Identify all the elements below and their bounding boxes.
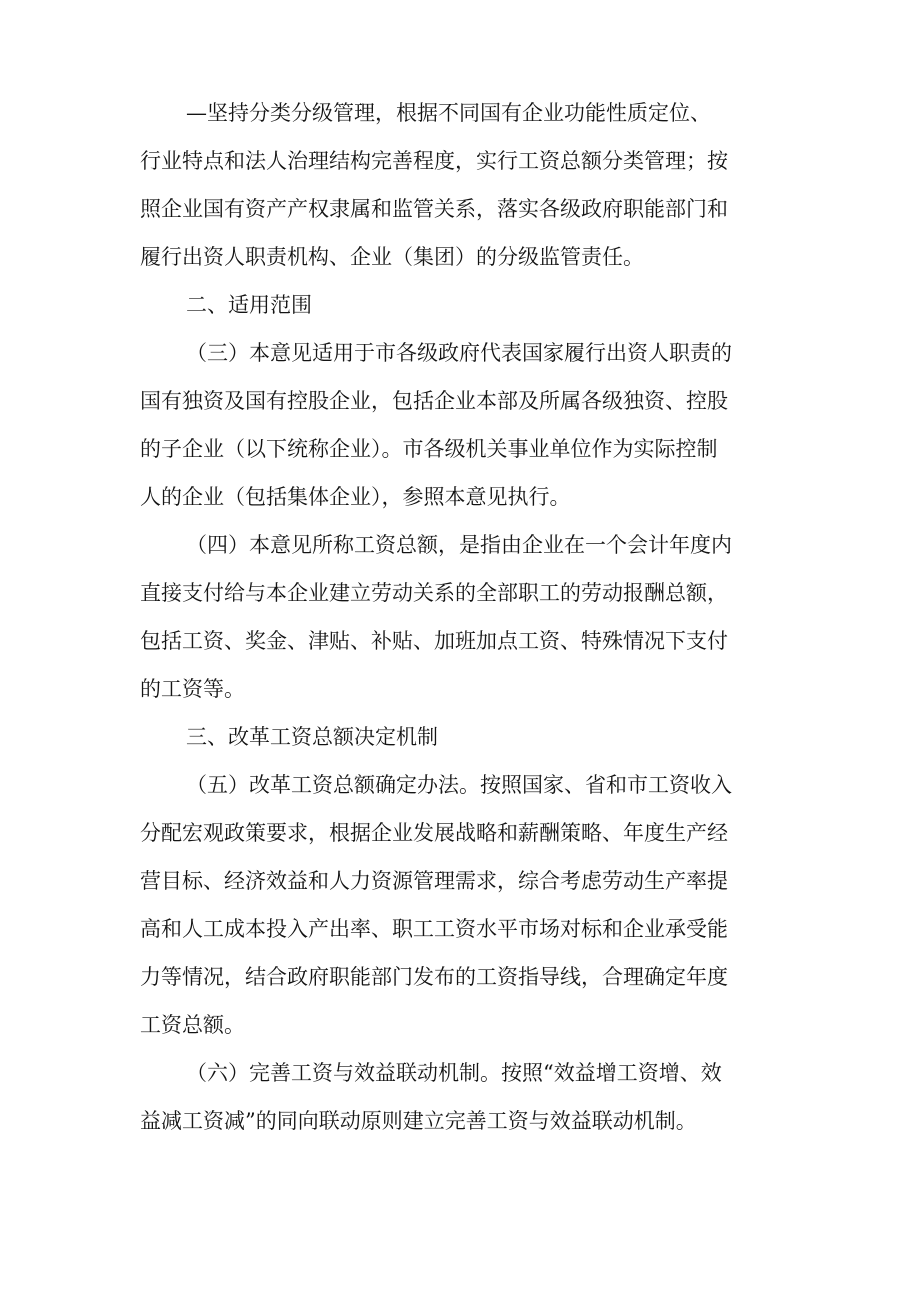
- paragraph-line: 高和人工成本投入产出率、职工工资水平市场对标和企业承受能: [140, 917, 728, 941]
- section-heading: 三、改革工资总额决定机制: [186, 725, 438, 749]
- paragraph-line: （五）改革工资总额确定办法。按照国家、省和市工资收入: [186, 773, 732, 797]
- paragraph-line: 履行出资人职责机构、企业（集团）的分级监管责任。: [140, 245, 644, 269]
- section-heading: 二、适用范围: [186, 293, 312, 317]
- paragraph-line: 包括工资、奖金、津贴、补贴、加班加点工资、特殊情况下支付: [140, 629, 728, 653]
- paragraph-line: （四）本意见所称工资总额，是指由企业在一个会计年度内: [186, 533, 732, 557]
- paragraph-line: 直接支付给与本企业建立劳动关系的全部职工的劳动报酬总额，: [140, 581, 728, 605]
- paragraph-line: 照企业国有资产产权隶属和监管关系，落实各级政府职能部门和: [140, 197, 728, 221]
- paragraph-line: （三）本意见适用于市各级政府代表国家履行出资人职责的: [186, 341, 732, 365]
- paragraph-line: 营目标、经济效益和人力资源管理需求，综合考虑劳动生产率提: [140, 869, 728, 893]
- paragraph-line: 力等情况，结合政府职能部门发布的工资指导线，合理确定年度: [140, 965, 728, 989]
- paragraph-line: 国有独资及国有控股企业，包括企业本部及所属各级独资、控股: [140, 389, 728, 413]
- paragraph-line: 分配宏观政策要求，根据企业发展战略和薪酬策略、年度生产经: [140, 821, 728, 845]
- paragraph-line: —坚持分类分级管理，根据不同国有企业功能性质定位、: [186, 101, 711, 125]
- paragraph-line: 工资总额。: [140, 1013, 245, 1037]
- paragraph-line: 益减工资减”的同向联动原则建立完善工资与效益联动机制。: [140, 1109, 697, 1133]
- paragraph-line: 行业特点和法人治理结构完善程度，实行工资总额分类管理；按: [140, 149, 728, 173]
- paragraph-line: （六）完善工资与效益联动机制。按照“效益增工资增、效: [186, 1061, 722, 1085]
- paragraph-line: 的工资等。: [140, 677, 245, 701]
- paragraph-line: 的子企业（以下统称企业）。市各级机关事业单位作为实际控制: [140, 437, 718, 461]
- paragraph-line: 人的企业（包括集体企业），参照本意见执行。: [140, 485, 571, 509]
